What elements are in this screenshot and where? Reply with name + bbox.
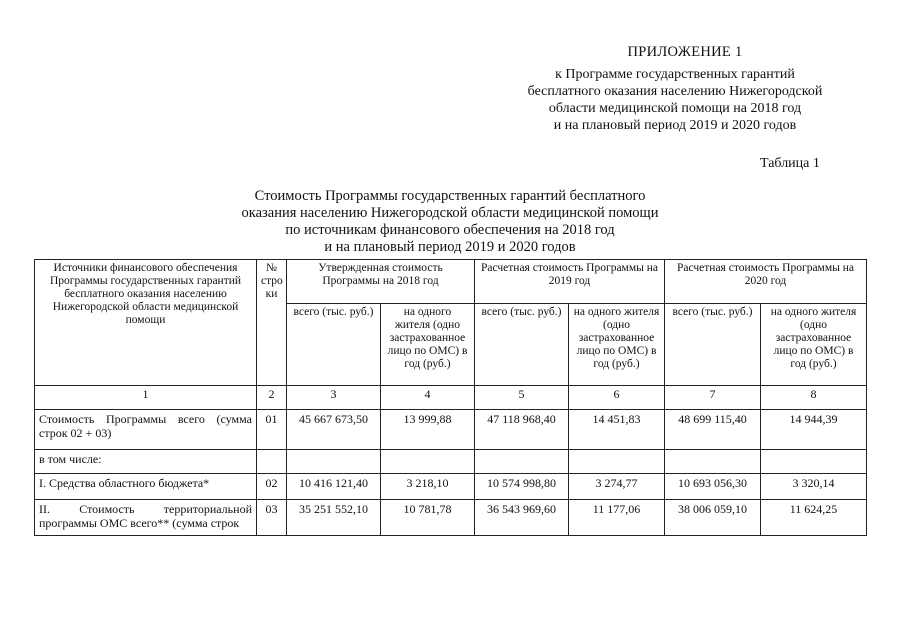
col-number: 5 (475, 386, 569, 410)
appendix-title: ПРИЛОЖЕНИЕ 1 (627, 44, 743, 60)
appendix-line: и на плановый период 2019 и 2020 годов (553, 118, 797, 133)
col-number: 6 (569, 386, 665, 410)
value-cell (761, 450, 867, 474)
value-cell: 3 320,14 (761, 474, 867, 500)
value-cell: 47 118 968,40 (475, 410, 569, 450)
header-per-capita: на одного жителя (одно застрахованное лицо по ОМС) в год (руб.) (761, 304, 867, 386)
value-cell (381, 450, 475, 474)
value-cell (569, 450, 665, 474)
header-group-2020: Расчетная стоимость Программы на 2020 год (665, 260, 867, 304)
row-number: 02 (257, 474, 287, 500)
value-cell: 11 177,06 (569, 500, 665, 536)
value-cell: 13 999,88 (381, 410, 475, 450)
row-number: 03 (257, 500, 287, 536)
value-cell: 3 218,10 (381, 474, 475, 500)
col-number: 7 (665, 386, 761, 410)
value-cell: 11 624,25 (761, 500, 867, 536)
value-cell (665, 450, 761, 474)
header-per-capita: на одного жителя (одно застрахованное лицо по ОМС) в год (руб.) (381, 304, 475, 386)
header-group-2018: Утвержденная стоимость Программы на 2018 год (287, 260, 475, 304)
header-total: всего (тыс. руб.) (287, 304, 381, 386)
header-source: Источники финансового обеспечения Программы государственных гарантий бесплатного оказания населению Нижегородской области медицинской помощи (35, 260, 257, 386)
table-label: Таблица 1 (760, 156, 820, 171)
value-cell: 14 451,83 (569, 410, 665, 450)
value-cell: 35 251 552,10 (287, 500, 381, 536)
value-cell: 48 699 115,40 (665, 410, 761, 450)
table-row (35, 450, 867, 474)
value-cell: 36 543 969,60 (475, 500, 569, 536)
row-number: 01 (257, 410, 287, 450)
title-line: и на плановый период 2019 и 2020 годов (324, 239, 576, 255)
header-total: всего (тыс. руб.) (475, 304, 569, 386)
col-number: 1 (35, 386, 257, 410)
title-line: оказания населению Нижегородской области медицинской помощи (241, 205, 659, 221)
appendix-line: области медицинской помощи на 2018 год (548, 101, 802, 116)
column-numbers-row (35, 386, 867, 410)
appendix-line: к Программе государственных гарантий (555, 67, 795, 82)
value-cell: 38 006 059,10 (665, 500, 761, 536)
title-line: по источникам финансового обеспечения на 2018 год (285, 222, 615, 238)
col-number: 3 (287, 386, 381, 410)
document-title (200, 188, 700, 256)
value-cell (475, 450, 569, 474)
col-number: 2 (257, 386, 287, 410)
row-label: в том числе: (35, 450, 257, 474)
value-cell: 45 667 673,50 (287, 410, 381, 450)
row-label: Стоимость Программы всего (сумма строк 02 + 03) (35, 410, 257, 450)
value-cell: 3 274,77 (569, 474, 665, 500)
appendix-header (520, 44, 830, 134)
value-cell: 14 944,39 (761, 410, 867, 450)
header-group-2019: Расчетная стоимость Программы на 2019 год (475, 260, 665, 304)
row-label: II. Стоимость территориальной программы ОМС всего** (сумма строк (35, 500, 257, 536)
table-row (35, 410, 867, 450)
row-number (257, 450, 287, 474)
value-cell: 10 574 998,80 (475, 474, 569, 500)
appendix-line: бесплатного оказания населению Нижегородской (527, 84, 823, 99)
header-row-no: № стро ки (257, 260, 287, 386)
title-line: Стоимость Программы государственных гарантий бесплатного (254, 188, 646, 204)
header-total: всего (тыс. руб.) (665, 304, 761, 386)
table-row (35, 474, 867, 500)
col-number: 8 (761, 386, 867, 410)
cost-table (34, 259, 867, 536)
value-cell: 10 693 056,30 (665, 474, 761, 500)
col-number: 4 (381, 386, 475, 410)
value-cell: 10 781,78 (381, 500, 475, 536)
value-cell (287, 450, 381, 474)
value-cell: 10 416 121,40 (287, 474, 381, 500)
table-row (35, 500, 867, 536)
header-per-capita: на одного жителя (одно застрахованное лицо по ОМС) в год (руб.) (569, 304, 665, 386)
row-label: I. Средства областного бюджета* (35, 474, 257, 500)
